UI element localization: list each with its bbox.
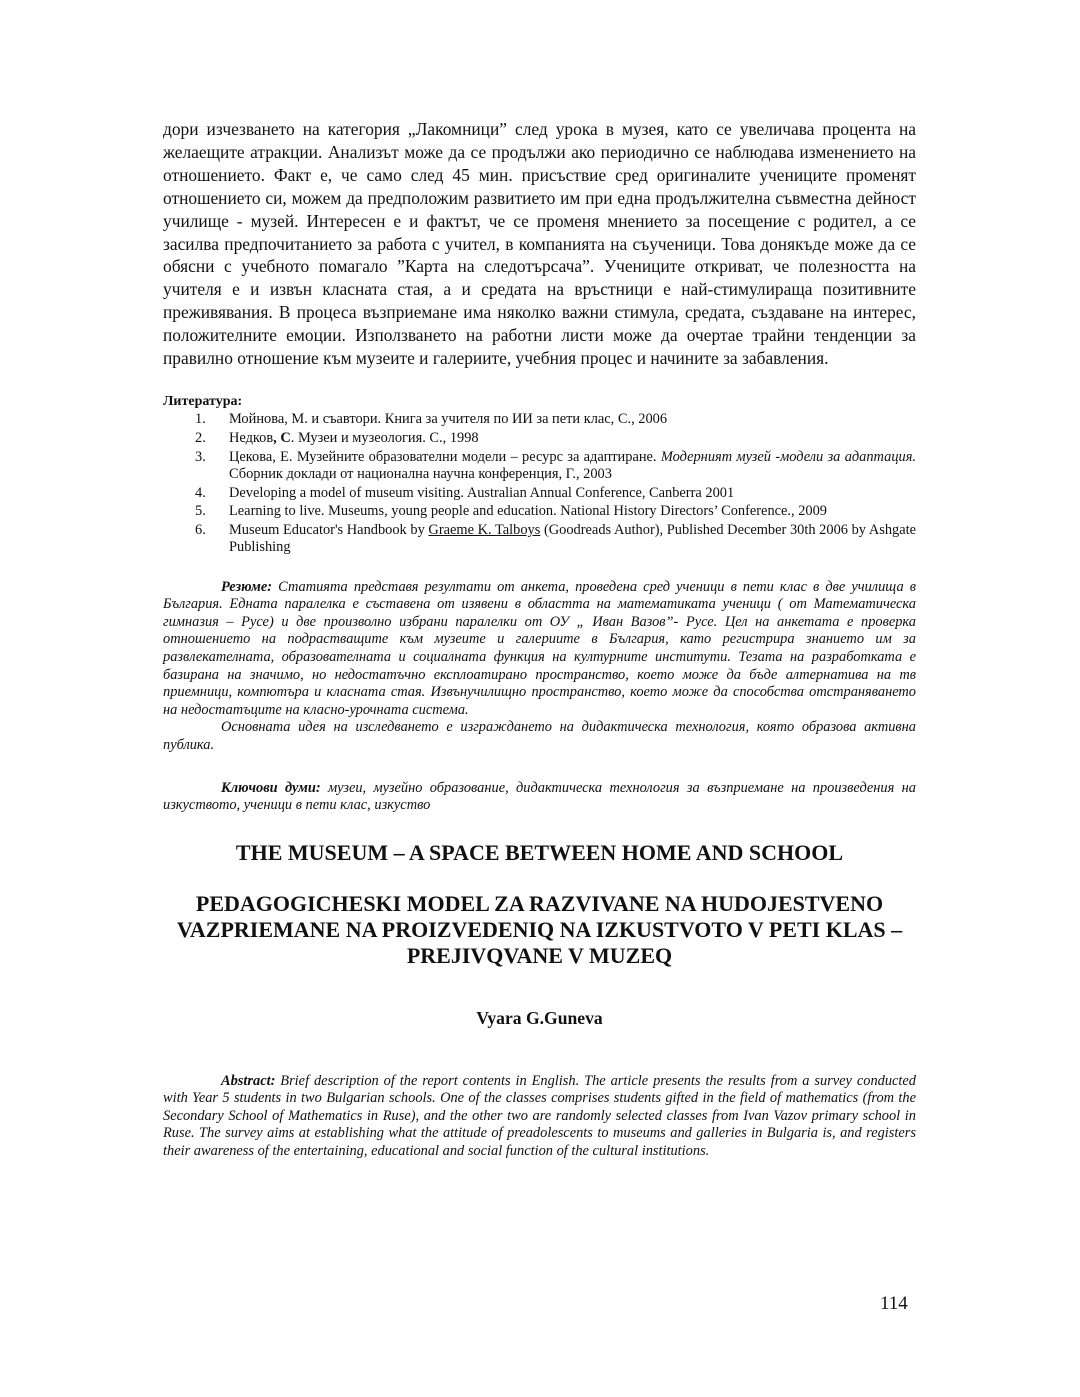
page-number: 114 <box>880 1293 908 1314</box>
reference-item <box>163 522 916 556</box>
transliterated-title: PEDAGOGICHESKI MODEL ZA RAZVIVANE NA HUDOJESTVENO VAZPRIEMANE NA PROIZVEDENIQ NA IZKUSTVOTO V PETI KLAS – PREJIVQVANE V MUZEQ <box>176 890 903 968</box>
reference-text: Недков <box>229 429 274 446</box>
abstract-label: Abstract: <box>221 1072 276 1089</box>
reference-number: 5. <box>195 503 206 520</box>
reference-item <box>163 430 916 447</box>
references-heading: Литература: <box>163 393 243 409</box>
reference-text: (Goodreads Author), Published December 30th 2006 by Ashgate Publishing <box>229 522 916 556</box>
reference-text: Learning to live. Museums, young people and education. National History Directors’ Conference., 2009 <box>229 503 827 520</box>
reference-italic-title: Модерният музей -модели за адаптация. <box>660 448 916 465</box>
reference-number: 4. <box>195 484 206 501</box>
reference-number: 2. <box>195 429 206 446</box>
reference-number: 1. <box>195 410 206 427</box>
reference-item <box>163 449 916 483</box>
keywords-paragraph <box>163 780 916 815</box>
references-list <box>163 411 916 557</box>
keywords-text: музеи, музейно образование, дидактическа технология за възприемане на произведения на изкуството, ученици в пети клас, изкуство <box>163 779 916 814</box>
reference-item <box>163 411 916 428</box>
keywords-label: Ключови думи: <box>221 779 321 796</box>
reference-text: Developing a model of museum visiting. Australian Annual Conference, Canberra 2001 <box>229 484 735 501</box>
reference-text-bold: , С <box>273 429 291 446</box>
reference-text: . Музеи и музеология. С., 1998 <box>290 429 479 446</box>
reference-text: Мойнова, М. и съавтори. Книга за учителя по ИИ за пети клас, С., 2006 <box>229 410 668 427</box>
reference-number: 6. <box>195 522 206 539</box>
abstract-paragraph <box>163 1073 916 1161</box>
reference-item <box>163 503 916 520</box>
summary-paragraph <box>163 579 916 720</box>
summary-section <box>163 579 916 755</box>
paper-page <box>163 118 916 1161</box>
abstract-text: Brief description of the report contents in English. The article presents the results from a survey conducted with Year 5 students in two Bulgarian schools. One of the classes comprises students gifted in the field of mathematics (from the Secondary School of Mathematics in Ruse), and the other two are randomly selected classes from Ivan Vazov primary school in Ruse. The survey aims at establishing what the attitude of preadolescents to museums and galleries in Bulgaria is, and registers their awareness of the entertaining, educational and social function of the cultural institutions. <box>163 1072 916 1160</box>
reference-text: Museum Educator's Handbook by <box>229 522 429 539</box>
reference-text: Цекова, Е. Музейните образователни модели – ресурс за адаптиране. <box>229 448 661 465</box>
summary-label: Резюме: <box>221 578 273 595</box>
author-name: Vyara G.Guneva <box>476 1007 603 1028</box>
reference-item <box>163 485 916 502</box>
summary-paragraph-2: Основната идея на изследването е изграждането на дидактическа технология, която образова активна публика. <box>163 719 916 753</box>
summary-text: Статията представя резултати от анкета, проведена сред ученици в пети клас в две училища в България. Едната паралелка е съставена от изявени в областта на математиката ученици ( от Математическа гимназия – Русе) и две произволно избрани паралелки от ОУ „ Иван Вазов”- Русе. Цел на анкетата е проверка отношението на подрастващите към музеите и галериите в България, като регистрира знанието им за развлекателната, образователната и социалната функция на културните институти. Тезата на разработката е базирана на значимо, но недостатъчно експлоатирано пространство, което може да бъде алтернатива на тв приемници, компютъра и класната стая. Извънучилищно пространство, което може да способства отстраняването на недостатъците на класно-урочната система. <box>163 578 916 718</box>
author-link[interactable]: Graeme K. Talboys <box>428 522 541 539</box>
english-title: THE MUSEUM – A SPACE BETWEEN HOME AND SCHOOL <box>235 839 844 865</box>
reference-text: Сборник доклади от национална научна конференция, Г., 2003 <box>229 465 612 482</box>
body-paragraph: дори изчезването на категория „Лакомници” след урока в музея, като се увеличава процента на желаещите атракции. Анализът може да се продължи ако периодично се наблюдава изменението на отношението. Факт е, че само след 45 мин. присъствие сред оригиналите учениците променят отношението си, можем да предположим развитието им при една продължителна съвместна дейност училище - музей. Интересен е и фактът, че се променя мнението за посещение с родител, а се засилва предпочитанието за работа с учител, в компанията на съученици. Това донякъде може да се обясни с учебното помагало ”Карта на следотърсача”. Учениците откриват, че полезността на учителя е и извън класната стая, а и средата на връстници е най-стимулираща позитивните преживявания. В процеса възприемане има няколко важни стимула, средата, създаване на интерес, положителните емоции. Използването на работни листи може да очертае трайни тенденции за правилно отношение към музеите и галериите, учебния процес и начините за забавления. <box>163 119 916 369</box>
reference-number: 3. <box>195 448 206 465</box>
